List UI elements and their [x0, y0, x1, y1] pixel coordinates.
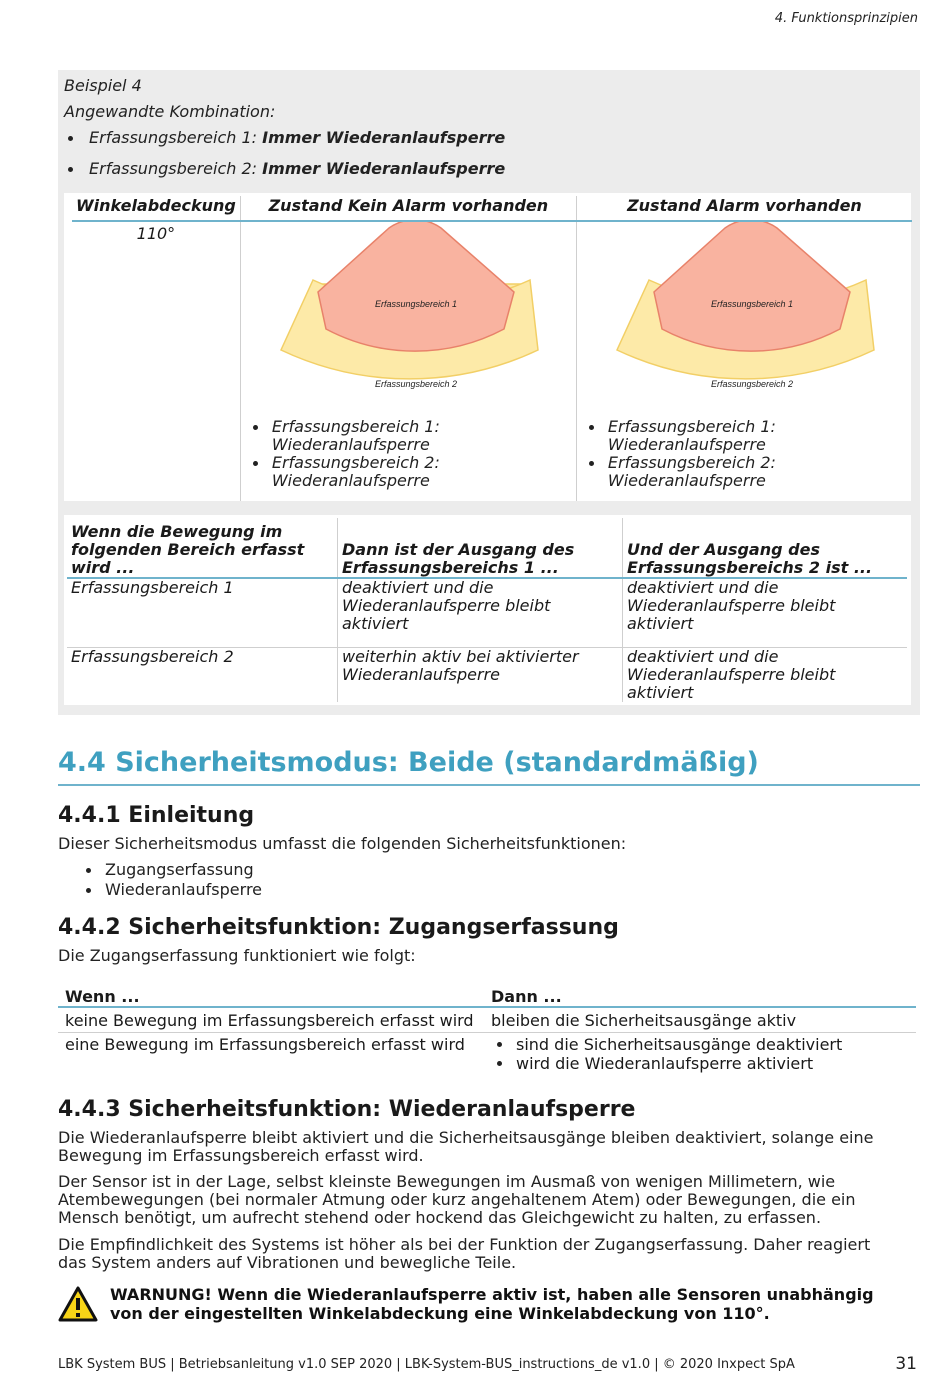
zone1-label: Erfassungsbereich 1 — [374, 299, 457, 309]
zone1-area — [318, 222, 514, 351]
example-box — [58, 70, 920, 715]
restart-title: 4.4.3 Sicherheitsfunktion: Wiederanlaufsperre — [58, 1097, 636, 1122]
bullet-icon — [86, 888, 91, 893]
bullet-icon — [497, 1061, 502, 1066]
bullet-icon — [253, 425, 258, 430]
table-cell: Erfassungsbereich 2 — [67, 647, 338, 702]
table-cell — [484, 1032, 916, 1078]
table-cell: keine Bewegung im Erfassungsbereich erfasst wird — [58, 1007, 484, 1032]
list-item: Erfassungsbereich 2: Wiederanlaufsperre — [581, 454, 901, 490]
table-row — [58, 1007, 916, 1032]
table-cell: weiterhin aktiv bei aktivierter Wiederanlaufsperre — [338, 647, 623, 702]
list-item: sind die Sicherheitsausgänge deaktiviert — [491, 1035, 909, 1054]
restart-paragraph: Die Wiederanlaufsperre bleibt aktiviert und die Sicherheitsausgänge bleiben deaktiviert, solange eine Bewegung im Erfassungsbereich erfasst wird. — [58, 1128, 874, 1165]
example-title: Beispiel 4 — [64, 76, 142, 95]
table-cell: deaktiviert und die Wiederanlaufsperre bleibt aktiviert — [338, 578, 623, 647]
behaviour-table-box — [64, 515, 911, 705]
zone2-label: Erfassungsbereich 2 — [710, 379, 793, 389]
intro-text: Dieser Sicherheitsmodus umfasst die folgenden Sicherheitsfunktionen: — [58, 834, 627, 853]
access-table — [58, 980, 916, 1078]
list-item: Erfassungsbereich 2: Wiederanlaufsperre — [245, 454, 565, 490]
list-item: Wiederanlaufsperre — [86, 881, 262, 901]
bullet-icon — [497, 1042, 502, 1047]
bullet-icon — [86, 868, 91, 873]
alarm-cell — [576, 221, 912, 501]
table-cell: deaktiviert und die Wiederanlaufsperre bleibt aktiviert — [623, 578, 908, 647]
access-header: Dann ... — [484, 980, 916, 1007]
zone-diagram-no-alarm — [241, 222, 574, 412]
bullet-icon — [68, 136, 73, 141]
coverage-header: Winkelabdeckung — [72, 196, 240, 221]
restart-paragraph: Der Sensor ist in der Lage, selbst kleinste Bewegungen im Ausmaß von wenigen Millimetern, wie Atembewegungen (bei normaler Atmung oder kurz angehaltenem Atem) oder Bewegungen, die ein Mensch benötigt, um aufrecht stehend oder hockend das Gleichgewicht zu halten, zu erfassen. — [58, 1172, 856, 1227]
list-item: Zugangserfassung — [86, 861, 262, 881]
bullet-icon — [589, 425, 594, 430]
list-item: wird die Wiederanlaufsperre aktiviert — [491, 1054, 909, 1073]
intro-title: 4.4.1 Einleitung — [58, 803, 255, 828]
zone1-label: Erfassungsbereich 1 — [710, 299, 793, 309]
behaviour-table — [67, 518, 907, 702]
table-row — [67, 578, 907, 647]
warning-triangle-icon — [58, 1286, 98, 1322]
intro-list — [86, 861, 262, 901]
alarm-list — [581, 418, 901, 490]
warning-text: WARNUNG! Wenn die Wiederanlaufsperre aktiv ist, haben alle Sensoren unabhängig von der eingestellten Winkelabdeckung eine Winkelabdeckung von 110°. — [110, 1285, 874, 1323]
access-header: Wenn ... — [58, 980, 484, 1007]
bullet-icon — [68, 167, 73, 172]
section-rule — [58, 784, 920, 786]
restart-paragraph: Die Empfindlichkeit des Systems ist höher als bei der Funktion der Zugangserfassung. Daher reagiert das System anders auf Vibrationen und bewegliche Teile. — [58, 1235, 871, 1272]
coverage-table — [72, 196, 912, 501]
page-number: 31 — [895, 1354, 917, 1374]
behaviour-header: Wenn die Bewegung im folgenden Bereich erfasst wird ... — [67, 518, 338, 578]
no-alarm-cell — [240, 221, 576, 501]
combination-label: Angewandte Kombination: — [64, 102, 276, 121]
bullet-icon — [253, 461, 258, 466]
table-row — [58, 1032, 916, 1078]
combination-item: Erfassungsbereich 2: Immer Wiederanlaufsperre — [68, 159, 505, 178]
zone-diagram-alarm — [577, 222, 910, 412]
no-alarm-list — [245, 418, 565, 490]
coverage-header: Zustand Alarm vorhanden — [576, 196, 912, 221]
table-cell: bleiben die Sicherheitsausgänge aktiv — [484, 1007, 916, 1032]
bullet-icon — [589, 461, 594, 466]
table-cell: eine Bewegung im Erfassungsbereich erfasst wird — [65, 1034, 465, 1054]
angle-cell: 110° — [72, 221, 240, 501]
behaviour-header: Dann ist der Ausgang des Erfassungsbereichs 1 ... — [338, 518, 623, 578]
access-text: Die Zugangserfassung funktioniert wie folgt: — [58, 946, 416, 965]
zone1-area — [654, 222, 850, 351]
footer-text: LBK System BUS | Betriebsanleitung v1.0 SEP 2020 | LBK-System-BUS_instructions_de v1.0 | © 2020 Inxpect SpA — [58, 1357, 795, 1372]
coverage-header: Zustand Kein Alarm vorhanden — [240, 196, 576, 221]
list-item: Erfassungsbereich 1: Wiederanlaufsperre — [581, 418, 901, 454]
chapter-header: 4. Funktionsprinzipien — [774, 11, 918, 26]
coverage-table-box — [64, 193, 911, 501]
table-row — [67, 647, 907, 702]
table-cell: deaktiviert und die Wiederanlaufsperre bleibt aktiviert — [627, 646, 836, 702]
combination-item: Erfassungsbereich 1: Immer Wiederanlaufsperre — [68, 128, 505, 147]
behaviour-header: Und der Ausgang des Erfassungsbereichs 2 ist ... — [623, 518, 908, 578]
table-cell: Erfassungsbereich 1 — [67, 578, 338, 647]
zone2-label: Erfassungsbereich 2 — [374, 379, 457, 389]
list-item: Erfassungsbereich 1: Wiederanlaufsperre — [245, 418, 565, 454]
section-title: 4.4 Sicherheitsmodus: Beide (standardmäßig) — [58, 747, 759, 778]
access-title: 4.4.2 Sicherheitsfunktion: Zugangserfassung — [58, 915, 619, 940]
